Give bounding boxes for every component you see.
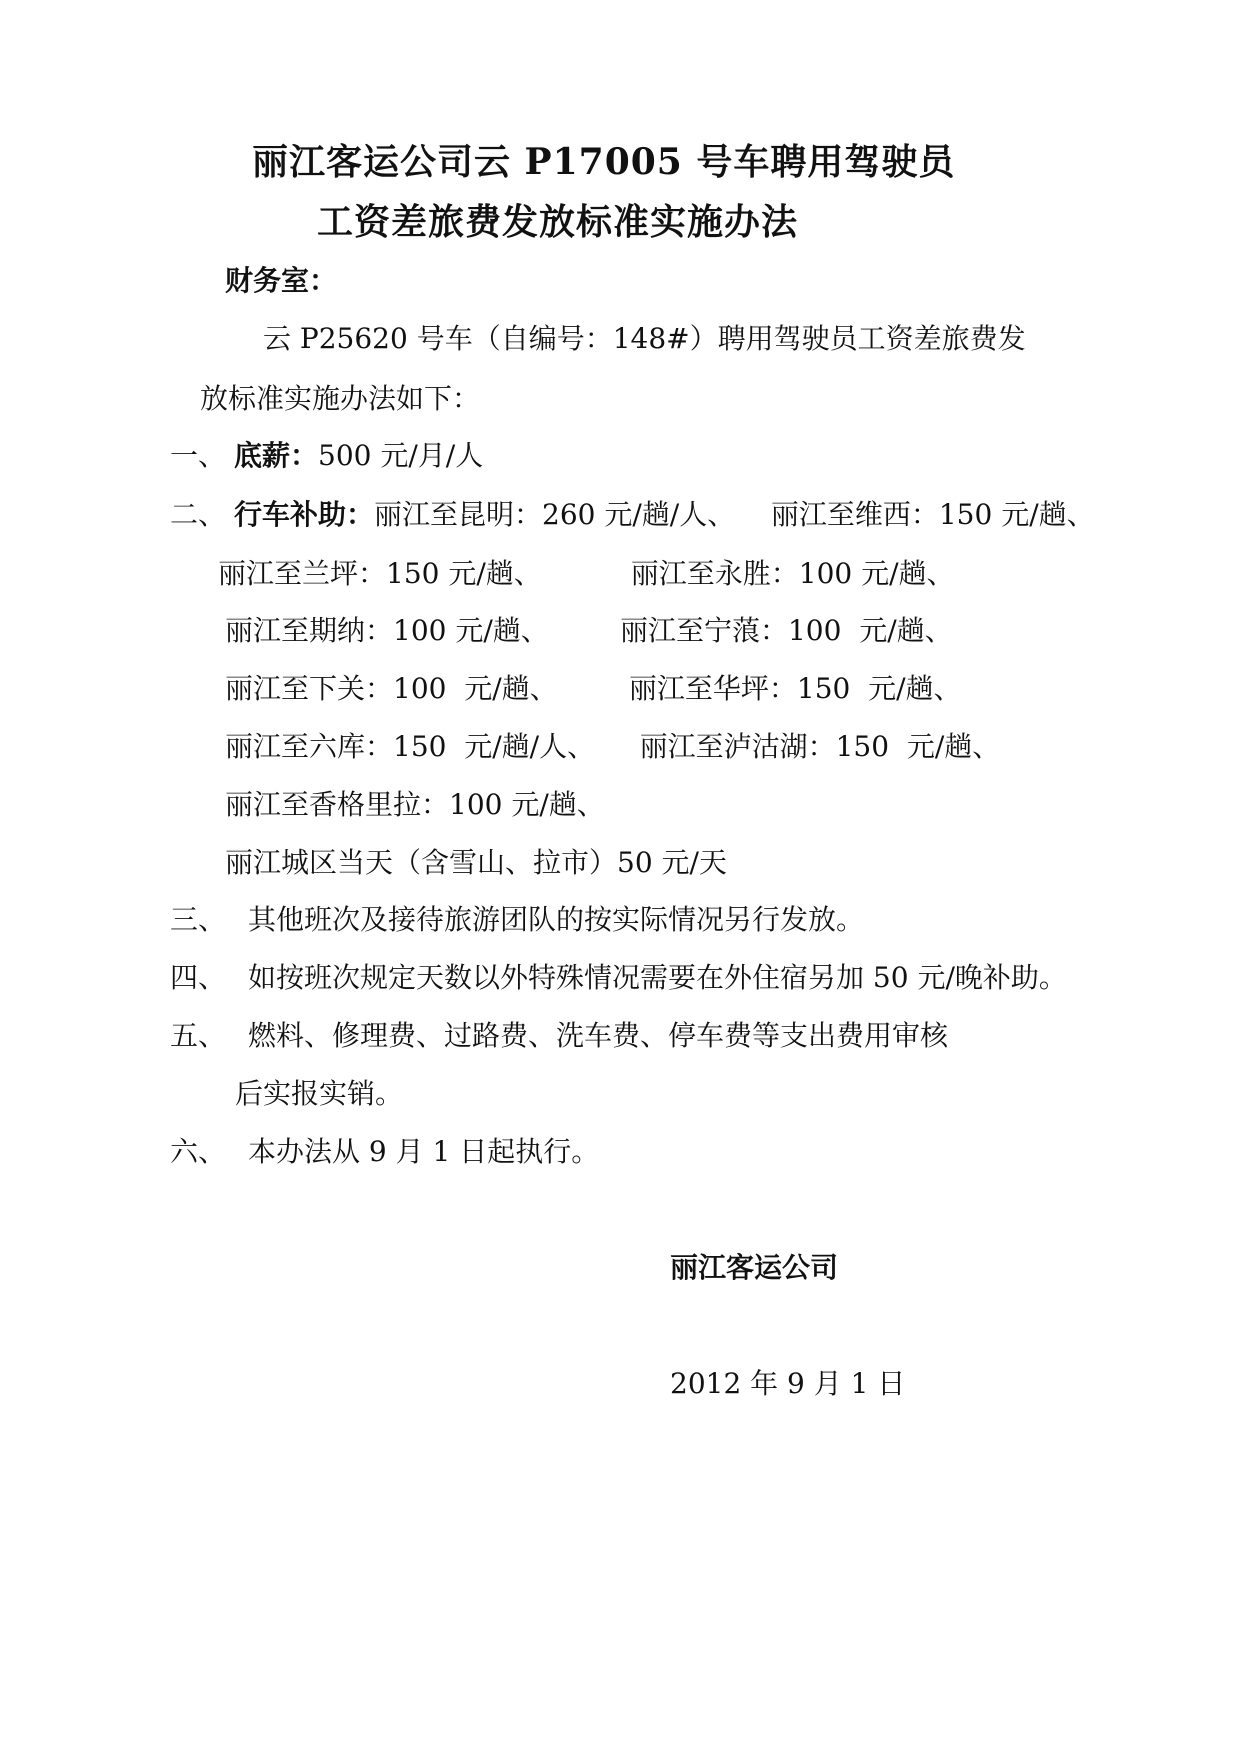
item-2-line-4: 丽江至下关：100 元/趟、 丽江至华坪：150 元/趟、 — [225, 672, 962, 705]
item-5-marker: 五、 — [170, 1019, 227, 1052]
item-2-line-7: 丽江城区当天（含雪山、拉市）50 元/天 — [225, 846, 727, 879]
item-3-text: 其他班次及接待旅游团队的按实际情况另行发放。 — [248, 903, 865, 936]
item-2-line-5: 丽江至六库：150 元/趟/人、 丽江至泸沽湖：150 元/趟、 — [225, 730, 1001, 763]
item-2-line-6: 丽江至香格里拉：100 元/趟、 — [225, 788, 605, 821]
item-1-text: 500 元/月/人 — [318, 439, 484, 472]
item-3 — [170, 903, 865, 936]
item-2-label: 行车补助： — [234, 498, 375, 531]
intro-line-2: 放标准实施办法如下： — [200, 382, 481, 415]
item-2-line-3: 丽江至期纳：100 元/趟、 丽江至宁蒗：100 元/趟、 — [225, 614, 953, 647]
title-line-2: 工资差旅费发放标准实施办法 — [317, 201, 799, 243]
item-5 — [170, 1019, 949, 1052]
item-6 — [170, 1135, 600, 1168]
item-4-text: 如按班次规定天数以外特殊情况需要在外住宿另加 50 元/晚补助。 — [248, 961, 1067, 994]
signature: 丽江客运公司 — [670, 1251, 839, 1284]
item-1 — [170, 439, 484, 472]
item-6-marker: 六、 — [170, 1135, 227, 1168]
item-5-line-1: 燃料、修理费、过路费、洗车费、停车费等支出费用审核 — [248, 1019, 949, 1052]
item-3-marker: 三、 — [170, 903, 227, 936]
item-2-line-2: 丽江至兰坪：150 元/趟、 丽江至永胜：100 元/趟、 — [218, 557, 955, 590]
item-4-marker: 四、 — [170, 961, 227, 994]
item-5-line-2: 后实报实销。 — [235, 1077, 404, 1110]
item-2 — [170, 498, 1095, 531]
title-line-1: 丽江客运公司云 P17005 号车聘用驾驶员 — [252, 141, 956, 183]
item-2-marker: 二、 — [170, 498, 227, 531]
item-1-marker: 一、 — [170, 439, 227, 472]
date: 2012 年 9 月 1 日 — [670, 1367, 906, 1400]
item-4 — [170, 961, 1067, 994]
intro-line-1: 云 P25620 号车（自编号：148#）聘用驾驶员工资差旅费发 — [263, 322, 1026, 355]
item-1-label: 底薪： — [234, 439, 319, 472]
addressee: 财务室： — [225, 264, 338, 297]
item-6-text: 本办法从 9 月 1 日起执行。 — [248, 1135, 600, 1168]
item-2-line-1: 丽江至昆明：260 元/趟/人、 丽江至维西：150 元/趟、 — [374, 498, 1095, 531]
